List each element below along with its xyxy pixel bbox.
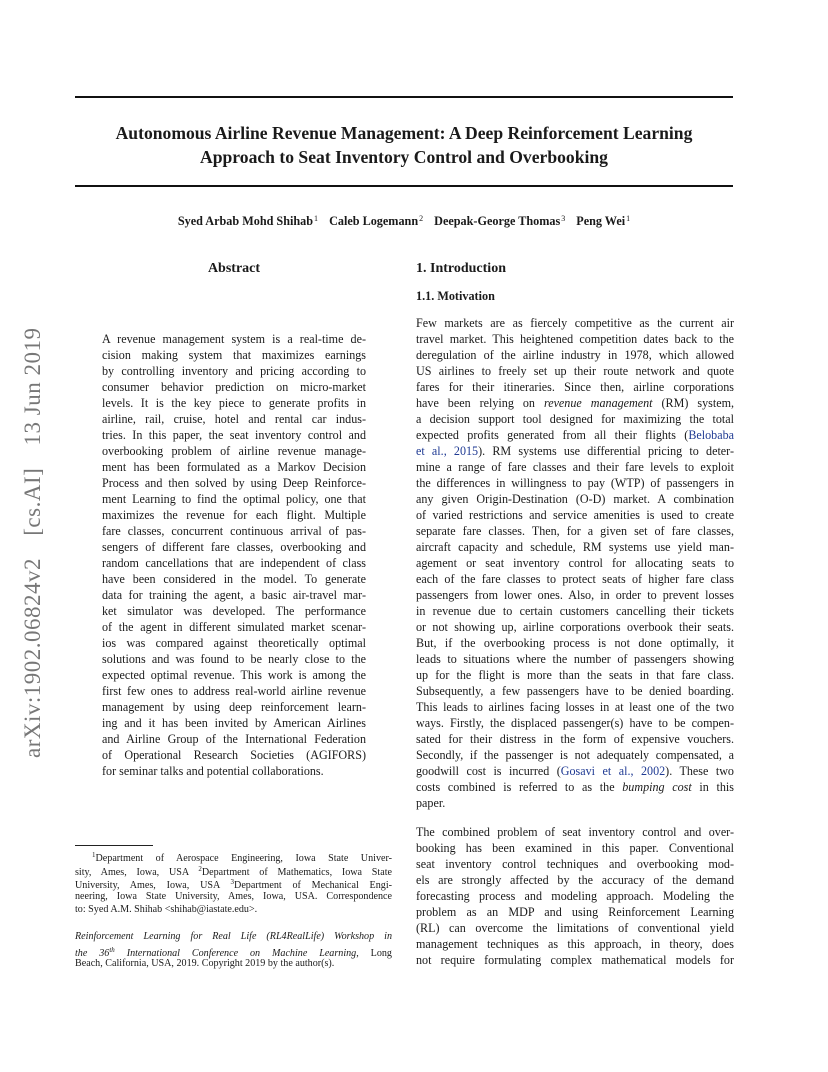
footnote-line: Reinforcement Learning for Real Life (RL4RealLife) Workshop in <box>75 931 392 942</box>
title-bottom-rule <box>75 185 733 187</box>
text-line: The combined problem of seat inventory control and over- <box>416 825 734 839</box>
text-line: aircraft capacity and schedule, RM systems use yield man- <box>416 540 734 554</box>
author-name: Peng Wei <box>576 214 626 228</box>
text-line: seat inventory control techniques and overbooking mod- <box>416 857 734 871</box>
title-top-rule <box>75 96 733 98</box>
abstract-line: fare classes, concurrent continuous arrival of pas- <box>102 524 366 538</box>
subsection-heading: 1.1. Motivation <box>416 289 495 303</box>
abstract-line: maximizes the revenue for each flight. Multiple <box>102 508 366 522</box>
footnote-line: the 36th International Conference on Machine Learning, Long <box>75 945 392 959</box>
text-line: travel market. This heightened competition dates back to the <box>416 332 734 346</box>
author-name: Caleb Logemann <box>329 214 419 228</box>
arxiv-id: arXiv:1902.06824v2 <box>20 557 45 758</box>
text-line: or not showing up, airline corporations overbook their seats. <box>416 620 734 634</box>
text-line: Few markets are as fiercely competitive as the current air <box>416 316 734 330</box>
footnote-line: University, Ames, Iowa, USA $^3$Department of Mechanical Engi- <box>75 878 392 891</box>
paper-title <box>60 121 748 169</box>
abstract-line: of Operational Research Societies (AGIFORS) <box>102 748 366 762</box>
intro-paragraph-1 <box>416 315 734 811</box>
abstract-line: levels. It is the key piece to generate profits in <box>102 396 366 410</box>
footnote-line: $^1$Department of Aerospace Engineering, Iowa State Univer- <box>92 851 392 864</box>
text-line: expected profits generated from all their flights (Belobaba <box>416 428 734 442</box>
text-line: forecasting process and modeling approach. Modeling the <box>416 889 734 903</box>
abstract-line: ment has been formulated as a Markov Decision <box>102 460 366 474</box>
text-line: up for the flight is more than the seats in that fare class. <box>416 668 734 682</box>
text-line: a decision support tool designed for maximizing the total <box>416 412 734 426</box>
abstract-line: ket simulator was developed. The performance <box>102 604 366 618</box>
abstract-body <box>102 331 366 779</box>
footnote-affiliations <box>75 849 392 917</box>
abstract-line: of the agent in different simulated market scenar- <box>102 620 366 634</box>
arxiv-category: [cs.AI] <box>20 467 45 536</box>
text-line: US airlines to freely set up their route network and quote <box>416 364 734 378</box>
abstract-line: and Airline Group of the International Federation <box>102 732 366 746</box>
author-affil-mark: 1 <box>314 214 319 223</box>
abstract-line: consumer behavior prediction on micro-market <box>102 380 366 394</box>
text-line: (RL) can overcome the limitations of conventional yield <box>416 921 734 935</box>
text-line: sated for their distress in the form of expensive vouchers. <box>416 732 734 746</box>
footnote-line: sity, Ames, Iowa, USA $^2$Department of Mathematics, Iowa State <box>75 864 392 878</box>
citation-link[interactable]: Belobaba <box>688 428 734 442</box>
abstract-line: by controlling inventory and pricing according to <box>102 364 366 378</box>
arxiv-stamp <box>20 298 46 758</box>
footnote-line: neering, Iowa State University, Ames, Iowa, USA. Correspondence <box>75 890 392 902</box>
text-line: els are strongly affected by the accuracy of the demand <box>416 873 734 887</box>
text-line: each of the fare classes to protect seats of higher fare class <box>416 572 734 586</box>
author-name: Deepak-George Thomas <box>434 214 561 228</box>
abstract-line: have been considered in the model. To generate <box>102 572 366 586</box>
text-line: not require formulating complex mathematical models for <box>416 953 734 967</box>
text-line: costs combined is referred to as the bumping cost in this <box>416 780 734 794</box>
text-line: et al., 2015). RM systems use differential pricing to deter- <box>416 444 734 458</box>
abstract-line: management by using deep reinforcement learn- <box>102 700 366 714</box>
text-line: the differences in willingness to pay (WTP) of passengers in <box>416 476 734 490</box>
text-line: have been relying on revenue management (RM) system, <box>416 396 734 410</box>
text-line: separate fare classes. Then, for a given set of fare classes, <box>416 524 734 538</box>
text-line: in revenue due to certain customers cancelling their tickets <box>416 604 734 618</box>
abstract-line: first few ones to address real-world airline revenue <box>102 684 366 698</box>
abstract-line: cision making system that maximizes earnings <box>102 348 366 362</box>
text-line: any given Origin-Destination (O-D) market. A combination <box>416 492 734 506</box>
abstract-line: expected optimal revenue. This work is among the <box>102 668 366 682</box>
intro-paragraph-2 <box>416 824 734 968</box>
arxiv-date: 13 Jun 2019 <box>20 327 45 446</box>
author-affil-mark: 2 <box>419 214 424 223</box>
citation-link[interactable]: Gosavi et al., 2002 <box>560 764 666 778</box>
section-heading: 1. Introduction <box>416 261 506 276</box>
footnote-line: Beach, California, USA, 2019. Copyright 2019 by the author(s). <box>75 958 335 969</box>
text-line: paper. <box>416 796 446 810</box>
text-line: management techniques as this approach, in theory, does <box>416 937 734 951</box>
text-line: goodwill cost is incurred (Gosavi et al., 2002). These two <box>416 764 734 778</box>
text-line: of varied restrictions and service amenities is used to create <box>416 508 734 522</box>
text-line: This leads to airlines facing losses in at least one of the two <box>416 700 734 714</box>
text-line: booking has been examined in this paper. Conventional <box>416 841 734 855</box>
text-line: leads to situations where the number of passengers showing <box>416 652 734 666</box>
text-line: Secondly, if the passenger is not adequately compensated, a <box>416 748 734 762</box>
text-line: ways. Firstly, the displaced passenger(s) have to be compen- <box>416 716 734 730</box>
abstract-heading: Abstract <box>207 261 261 276</box>
abstract-line: Process and then solved by using Deep Reinforce- <box>102 476 366 490</box>
abstract-line: for seminar talks and potential collaborations. <box>102 764 324 778</box>
abstract-line: ing and it has been invited by American Airlines <box>102 716 366 730</box>
author-name: Syed Arbab Mohd Shihab <box>177 214 314 228</box>
text-line: problem as an MDP and using Reinforcement Learning <box>416 905 734 919</box>
abstract-line: solutions and was found to be nearly close to the <box>102 652 366 666</box>
abstract-line: data for training the agent, a basic air-travel mar- <box>102 588 366 602</box>
author-affil-mark: 1 <box>626 214 631 223</box>
abstract-line: ios was compared against theoretically optimal <box>102 636 366 650</box>
text-line: Subsequently, a few passengers have to be denied boarding. <box>416 684 734 698</box>
footnote-rule <box>75 845 153 846</box>
abstract-line: overbooking problem of airline revenue manage- <box>102 444 366 458</box>
text-line: deregulation of the airline industry in 1978, which allowed <box>416 348 734 362</box>
text-line: agement or seat inventory control for allocating seats to <box>416 556 734 570</box>
abstract-line: tries. In this paper, the seat inventory control and <box>102 428 366 442</box>
abstract-line: sengers of different fare classes, overbooking and <box>102 540 366 554</box>
abstract-line: A revenue management system is a real-time de- <box>102 332 366 346</box>
title-line-1: Autonomous Airline Revenue Management: A Deep Reinforcement Learning <box>115 123 693 143</box>
abstract-line: ment Learning to find the optimal policy, one that <box>102 492 366 506</box>
citation-link[interactable]: et al., 2015 <box>416 444 479 458</box>
footnote-line: to: Syed A.M. Shihab <shihab@iastate.edu>. <box>75 904 258 915</box>
title-line-2: Approach to Seat Inventory Control and Overbooking <box>200 147 608 167</box>
text-line: But, if the overbooking process is not done optimally, it <box>416 636 734 650</box>
abstract-line: airline, rail, cruise, hotel and rental car indus- <box>102 412 366 426</box>
text-line: passengers from lower ones. Also, in order to prevent losses <box>416 588 734 602</box>
abstract-line: random cancellations that are independent of class <box>102 556 366 570</box>
author-affil-mark: 3 <box>561 214 566 223</box>
footnote-workshop <box>75 930 392 971</box>
text-line: mine a range of fare classes and their fare levels to exploit <box>416 460 734 474</box>
text-line: fares for their itineraries. Since then, airline corporations <box>416 380 734 394</box>
author-list <box>60 214 748 229</box>
